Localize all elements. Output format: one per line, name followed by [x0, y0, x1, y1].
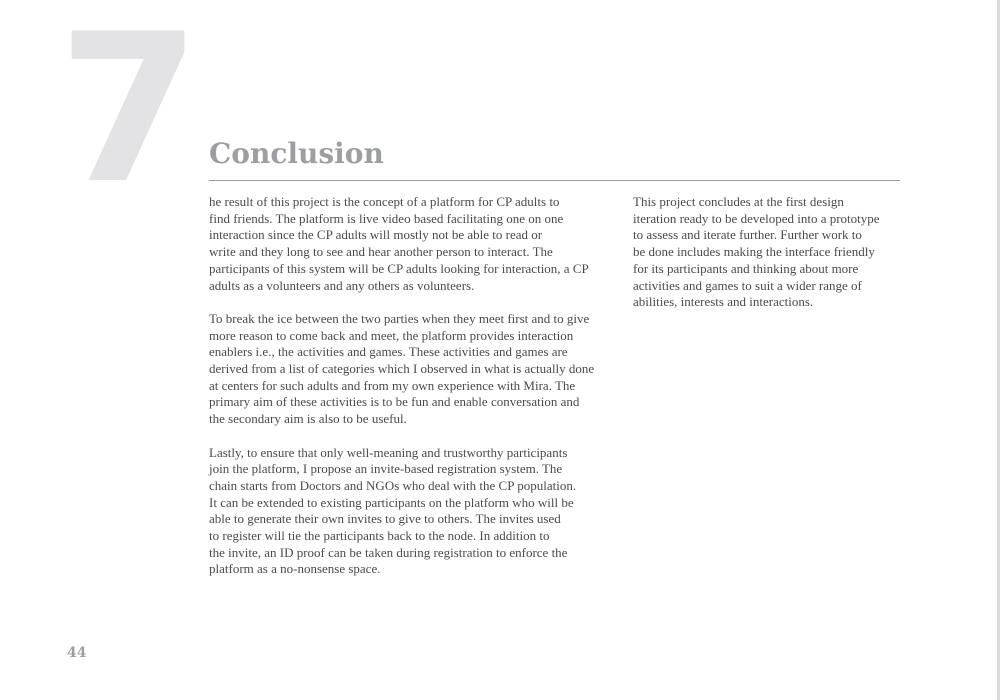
page-number: 44 [67, 645, 87, 661]
text-line: abilities, interests and interactions. [633, 294, 814, 310]
text-line: to register will tie the participants back to the node. In addition to [209, 528, 550, 544]
chapter-number: 7 [58, 0, 197, 229]
text-line: primary aim of these activities is to be fun and enable conversation and [209, 394, 580, 410]
text-line: join the platform, I propose an invite-based registration system. The [209, 461, 563, 477]
chapter-title: Conclusion [209, 137, 384, 170]
left-text-column [209, 194, 624, 595]
text-line: at centers for such adults and from my own experience with Mira. The [209, 377, 576, 393]
text-line: This project concludes at the first design [633, 194, 844, 209]
text-line: write and they long to see and hear another person to interact. The [209, 244, 553, 260]
paragraph [209, 445, 624, 579]
text-line: to assess and iterate further. Further work to [633, 227, 862, 243]
text-line: more reason to come back and meet, the platform provides interaction [209, 327, 574, 343]
text-line: able to generate their own invites to give to others. The invites used [209, 511, 561, 527]
text-line: iteration ready to be developed into a prototype [633, 210, 880, 226]
text-line: To break the ice between the two parties when they meet first and to give [209, 310, 590, 326]
text-line: interaction since the CP adults will mostly not be able to read or [209, 227, 543, 243]
text-line: find friends. The platform is live video based facilitating one on one [209, 210, 564, 226]
text-line: the invite, an ID proof can be taken during registration to enforce the [209, 544, 568, 560]
text-line: be done includes making the interface friendly [633, 244, 875, 260]
text-line: he result of this project is the concept of a platform for CP adults to [209, 194, 560, 209]
paragraph [209, 194, 624, 294]
text-line: activities and games to suit a wider range of [633, 277, 862, 293]
text-line: adults as a volunteers and any others as volunteers. [209, 277, 475, 293]
title-divider [209, 180, 900, 181]
text-line: the secondary aim is also to be useful. [209, 411, 407, 427]
right-text-column [633, 194, 903, 328]
text-line: It can be extended to existing participants on the platform who will be [209, 494, 574, 510]
paragraph [209, 311, 624, 428]
paragraph [633, 194, 903, 311]
text-line: enablers i.e., the activities and games. These activities and games are [209, 344, 568, 360]
text-line: chain starts from Doctors and NGOs who deal with the CP population. [209, 477, 577, 493]
text-line: Lastly, to ensure that only well-meaning and trustworthy participants [209, 444, 568, 460]
text-line: for its participants and thinking about more [633, 260, 859, 276]
text-line: derived from a list of categories which I observed in what is actually done [209, 361, 595, 377]
text-line: platform as a no-nonsense space. [209, 561, 381, 577]
text-line: participants of this system will be CP adults looking for interaction, a CP [209, 260, 589, 276]
